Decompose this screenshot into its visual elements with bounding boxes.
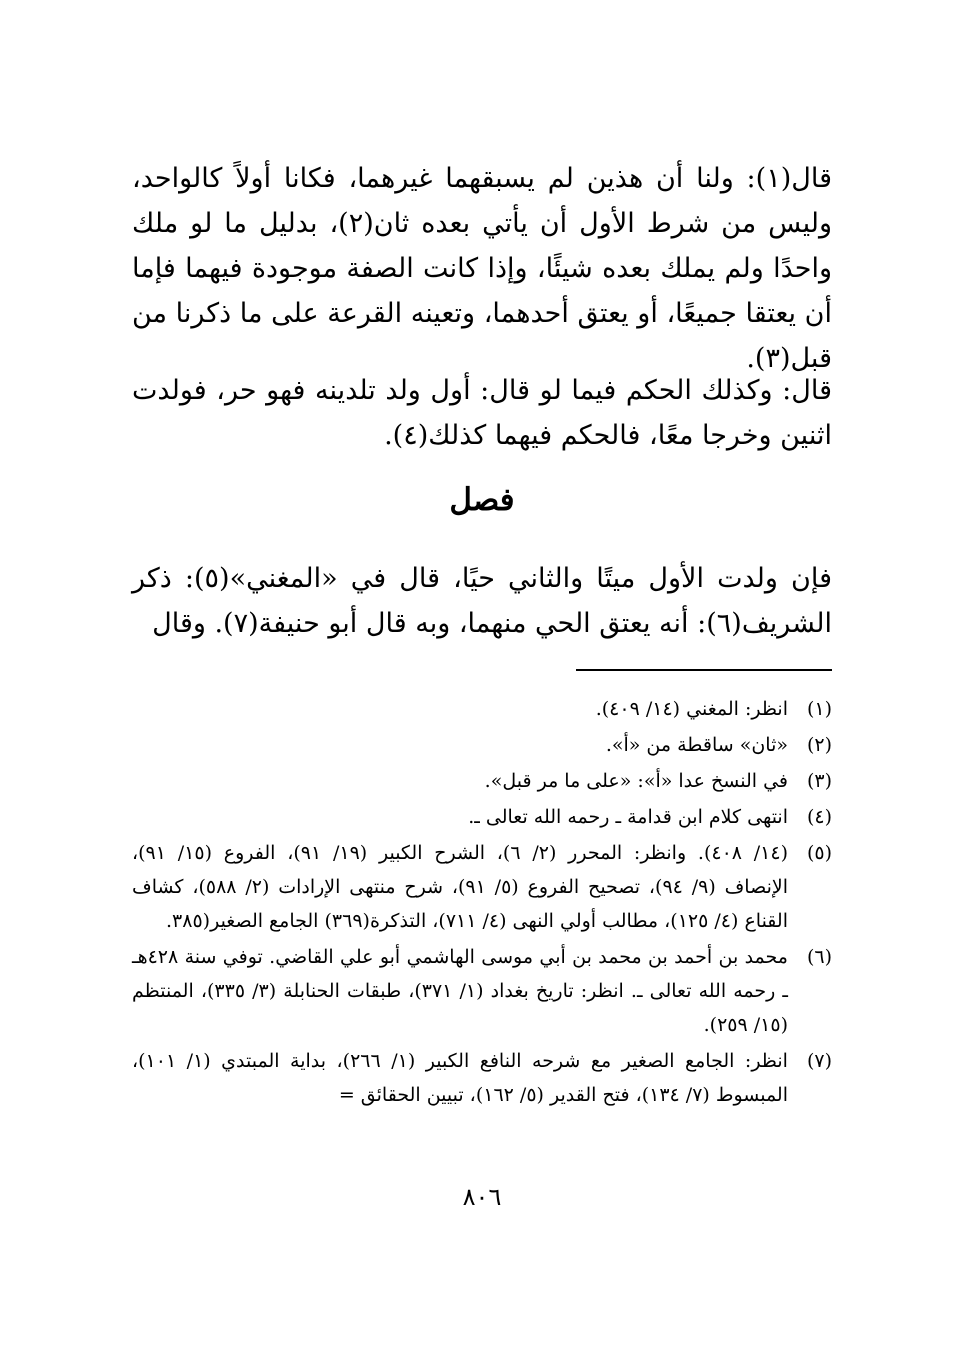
footnote-item	[132, 764, 832, 798]
body-paragraph-2: قال: وكذلك الحكم فيما لو قال: أول ولد تلدينه فهو حر، فولدت اثنين وخرجا معًا، فالحكم فيهما كذلك(٤).	[132, 375, 832, 451]
footnote-number: (١)	[806, 698, 832, 720]
footnote-number: (٢)	[806, 734, 832, 756]
footnote-number: (٧)	[806, 1050, 832, 1072]
footnote-item	[132, 940, 832, 1042]
body-paragraph-3: فإن ولدت الأول ميتًا والثاني حيًا، قال في «المغني»(٥): ذكر الشريف(٦): أنه يعتق الحي منهما، وبه قال أبو حنيفة(٧). وقال	[132, 563, 832, 639]
footnotes-list	[132, 692, 832, 1114]
footnote-number: (٥)	[806, 842, 832, 864]
footnote-text: انظر: الجامع الصغير مع شرحه النافع الكبير (١/ ٢٦٦)، بداية المبتدي (١/ ١٠١)، المبسوط (٧/ ١٣٤)، فتح القدير (٥/ ١٦٢)، تبيين الحقائق =	[132, 1050, 788, 1106]
footnote-number: (٣)	[806, 770, 832, 792]
footnote-text: محمد بن أحمد بن محمد بن أبي موسى الهاشمي أبو علي القاضي. توفي سنة ٤٢٨هـ ـ رحمه الله تعالى ـ. انظر: تاريخ بغداد (١/ ٣٧١)، طبقات الحنابلة (٣/ ٣٣٥)، المنتظم (١٥/ ٢٥٩).	[132, 946, 788, 1036]
footnote-text: «ثان» ساقطة من «أ».	[605, 734, 788, 756]
footnote-text: انتهى كلام ابن قدامة ـ رحمه الله تعالى ـ.	[468, 806, 788, 828]
footnote-divider	[576, 669, 832, 671]
footnote-text: في النسخ عدا «أ»: «على ما مر قبل».	[484, 770, 788, 792]
footnote-item	[132, 1044, 832, 1112]
section-heading: فصل	[449, 482, 515, 518]
footnote-item	[132, 692, 832, 726]
footnote-item	[132, 728, 832, 762]
footnote-item	[132, 836, 832, 938]
body-paragraph-1: قال(١): ولنا أن هذين لم يسبقهما غيرهما، فكانا أولاً كالواحد، وليس من شرط الأول أن يأتي بعده ثان(٢)، بدليل ما لو ملك واحدًا ولم يملك بعده شيئًا، وإذا كانت الصفة موجودة فيهما فإما أن يعتقا جميعًا، أو يعتق أحدهما، وتعينه القرعة على ما ذكرنا من قبل(٣).	[132, 163, 832, 374]
footnote-text: انظر: المغني (١٤/ ٤٠٩).	[595, 698, 788, 720]
footnote-text: (١٤/ ٤٠٨). وانظر: المحرر (٢/ ٦)، الشرح الكبير (١٩/ ٩١)، الفروع (١٥/ ٩١)، الإنصاف (٩/ ٩٤)، تصحيح الفروع (٥/ ٩١)، شرح منتهى الإرادات (٢/ ٥٨٨)، كشاف القناع (٤/ ١٢٥)، مطالب أولي النهى (٤/ ٧١١)، التذكرة(٣٦٩) الجامع الصغير(٣٨٥.	[132, 842, 789, 932]
footnote-number: (٤)	[806, 806, 832, 828]
footnote-number: (٦)	[806, 946, 832, 968]
footnote-item	[132, 800, 832, 834]
page-number: ٨٠٦	[462, 1183, 502, 1211]
